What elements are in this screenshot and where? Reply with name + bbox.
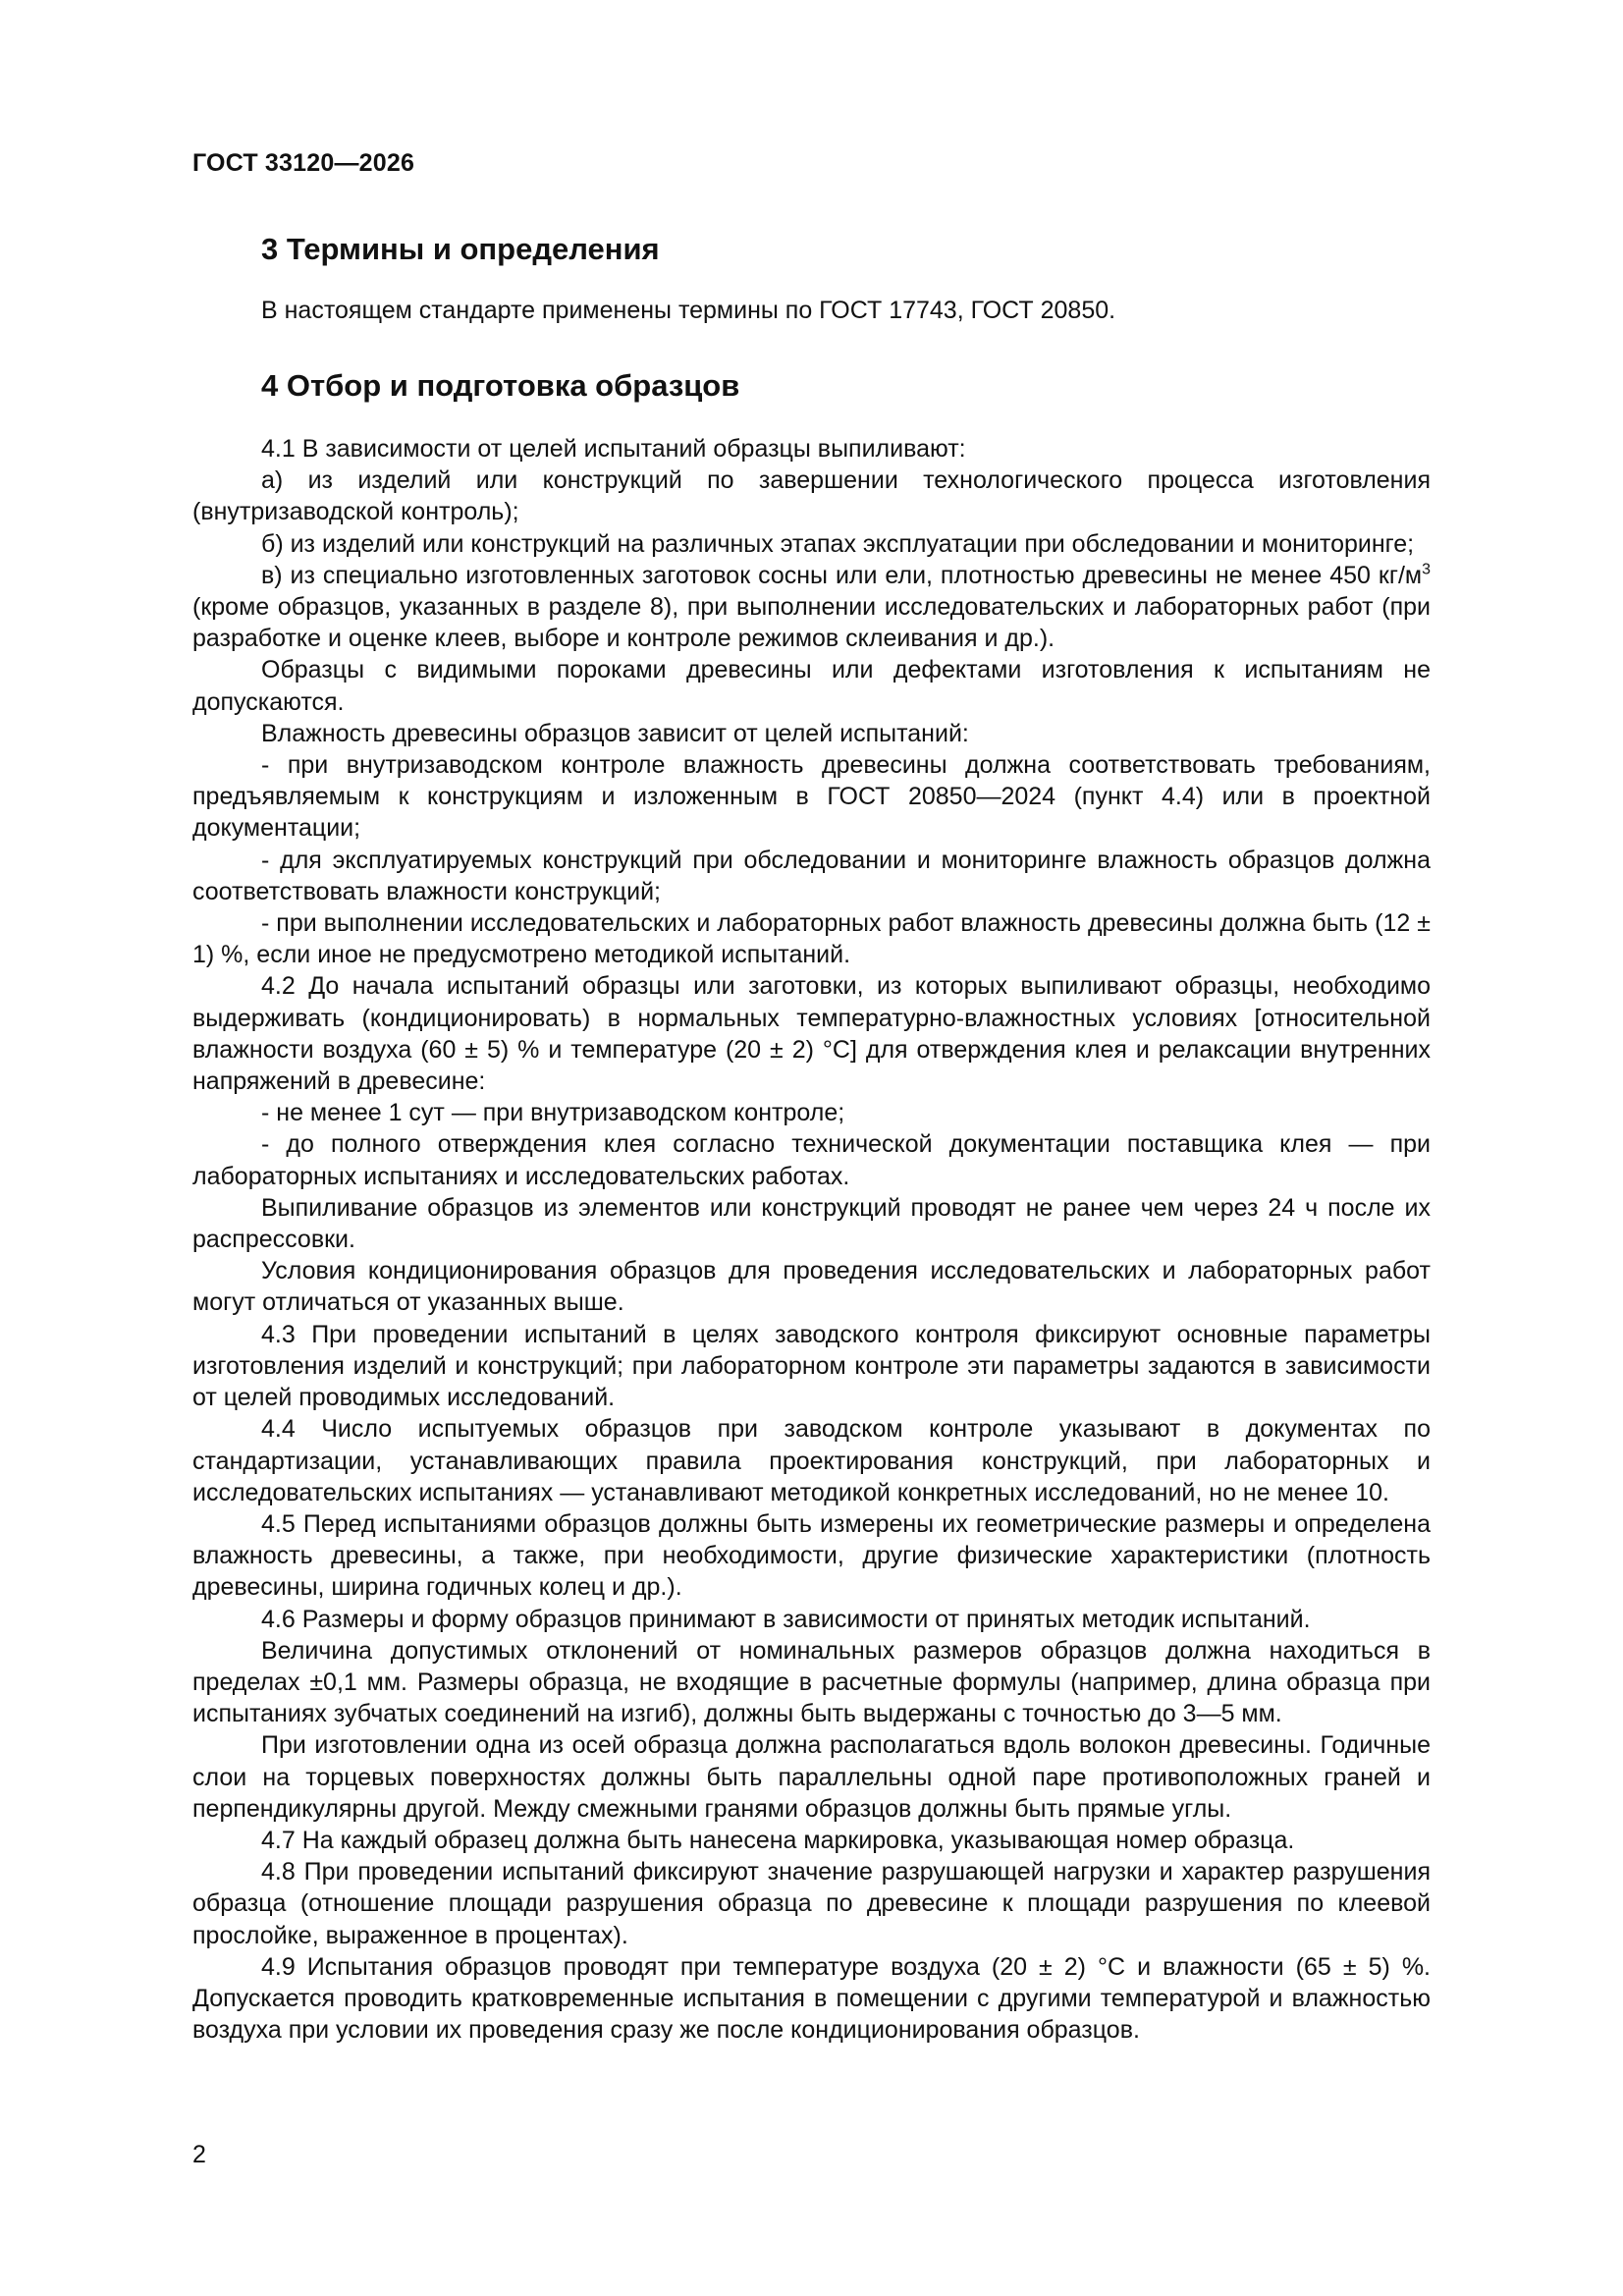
- list-item-v: [192, 560, 1431, 655]
- paragraph-sawing: Выпиливание образцов из элементов или конструкций проводят не ранее чем через 24 ч после их распрессовки.: [192, 1193, 1431, 1254]
- document-code-header: ГОСТ 33120—2026: [192, 149, 415, 177]
- list-item-b: б) из изделий или конструкций на различных этапах эксплуатации при обследовании и мониторинге;: [261, 529, 1415, 558]
- paragraph-4-2: 4.2 До начала испытаний образцы или заготовки, из которых выпиливают образцы, необходимо выдерживать (кондиционировать) в нормальных температурно-влажностных условиях [относительной влажности воздуха (60 ± 5) % и температуре (20 ± 2) °С] для отверждения клея и релаксации внутренних напряжений в древесине:: [192, 972, 1431, 1096]
- page-number: 2: [192, 2141, 206, 2168]
- list-item-conditioning-factory: - не менее 1 сут — при внутризаводском контроле;: [261, 1099, 845, 1127]
- page-content: [192, 218, 1431, 2046]
- paragraph-4-6: 4.6 Размеры и форму образцов принимают в зависимости от принятых методик испытаний.: [261, 1605, 1311, 1633]
- paragraph-4-5: 4.5 Перед испытаниями образцов должны быть измерены их геометрические размеры и определена влажность древесины, а также, при необходимости, другие физические характеристики (плотность древесины, ширина годичных колец и др.).: [192, 1509, 1431, 1602]
- paragraph-tolerances: Величина допустимых отклонений от номинальных размеров образцов должна находиться в пределах ±0,1 мм. Размеры образца, не входящие в расчетные формулы (например, длина образца при испытаниях зубчатых соединений на изгиб), должны быть выдержаны с точностью до 3—5 мм.: [192, 1636, 1431, 1728]
- paragraph-4-3: 4.3 При проведении испытаний в целях заводского контроля фиксируют основные параметры изготовления изделий и конструкций; при лабораторном контроле эти параметры задаются в зависимости от целей проводимых исследований.: [192, 1320, 1431, 1412]
- paragraph-conditioning-conditions: Условия кондиционирования образцов для проведения исследовательских и лабораторных работ могут отличаться от указанных выше.: [192, 1257, 1431, 1317]
- list-item-a: а) из изделий или конструкций по завершении технологического процесса изготовления (внутризаводской контроль);: [192, 466, 1431, 526]
- section-4-body: [192, 433, 1431, 2046]
- section-3-text: В настоящем стандарте применены термины по ГОСТ 17743, ГОСТ 20850.: [261, 297, 1116, 324]
- section-4-title: 4 Отбор и подготовка образцов: [261, 368, 740, 403]
- list-item-conditioning-lab: - до полного отверждения клея согласно технической документации поставщика клея — при лабораторных испытаниях и исследовательских работах.: [192, 1130, 1431, 1190]
- list-item-moisture-factory: - при внутризаводском контроле влажность древесины должна соответствовать требованиям, предъявляемым к конструкциям и изложенным в ГОСТ 20850—2024 (пункт 4.4) или в проектной документации;: [192, 751, 1431, 843]
- list-item-moisture-operated: - для эксплуатируемых конструкций при обследовании и мониторинге влажность образцов должна соответствовать влажности конструкций;: [192, 846, 1431, 905]
- cubic-superscript: 3: [1422, 561, 1431, 578]
- paragraph-moisture-intro: Влажность древесины образцов зависит от целей испытаний:: [261, 719, 969, 747]
- section-3-title: 3 Термины и определения: [261, 232, 660, 266]
- list-item-v-text: в) из специально изготовленных заготовок сосны или ели, плотностью древесины не менее 450 кг/м: [261, 561, 1423, 589]
- paragraph-4-4: 4.4 Число испытуемых образцов при заводском контроле указывают в документах по стандартизации, устанавливающих правила проектирования конструкций, при лабораторных и исследовательских испытаниях — устанавливают методикой конкретных исследований, но не менее 10.: [192, 1415, 1431, 1506]
- list-item-moisture-research: - при выполнении исследовательских и лабораторных работ влажность древесины должна быть (12 ± 1) %, если иное не предусмотрено методикой испытаний.: [192, 909, 1431, 969]
- paragraph-4-7: 4.7 На каждый образец должна быть нанесена маркировка, указывающая номер образца.: [261, 1826, 1295, 1854]
- list-item-v-continuation: (кроме образцов, указанных в разделе 8), при выполнении исследовательских и лабораторных работ (при разработке и оценке клеев, выборе и контроле режимов склеивания и др.).: [192, 593, 1431, 653]
- paragraph-4-9: 4.9 Испытания образцов проводят при температуре воздуха (20 ± 2) °С и влажности (65 ± 5) %. Допускается проводить кратковременные испытания в помещении с другими температурой и влажностью воздуха при условии их проведения сразу же после кондиционирования образцов.: [192, 1952, 1431, 2045]
- paragraph-4-8: 4.8 При проведении испытаний фиксируют значение разрушающей нагрузки и характер разрушения образца (отношение площади разрушения образца по древесине к площади разрушения по клеевой прослойке, выраженное в процентах).: [192, 1858, 1431, 1949]
- paragraph-defects: Образцы с видимыми пороками древесины или дефектами изготовления к испытаниям не допускаются.: [192, 656, 1431, 716]
- paragraph-4-1: 4.1 В зависимости от целей испытаний образцы выпиливают:: [261, 435, 966, 463]
- paragraph-orientation: При изготовлении одна из осей образца должна располагаться вдоль волокон древесины. Годичные слои на торцевых поверхностях должны быть параллельны одной паре противоположных граней и перпендикулярны другой. Между смежными гранями образцов должны быть прямые углы.: [192, 1731, 1431, 1823]
